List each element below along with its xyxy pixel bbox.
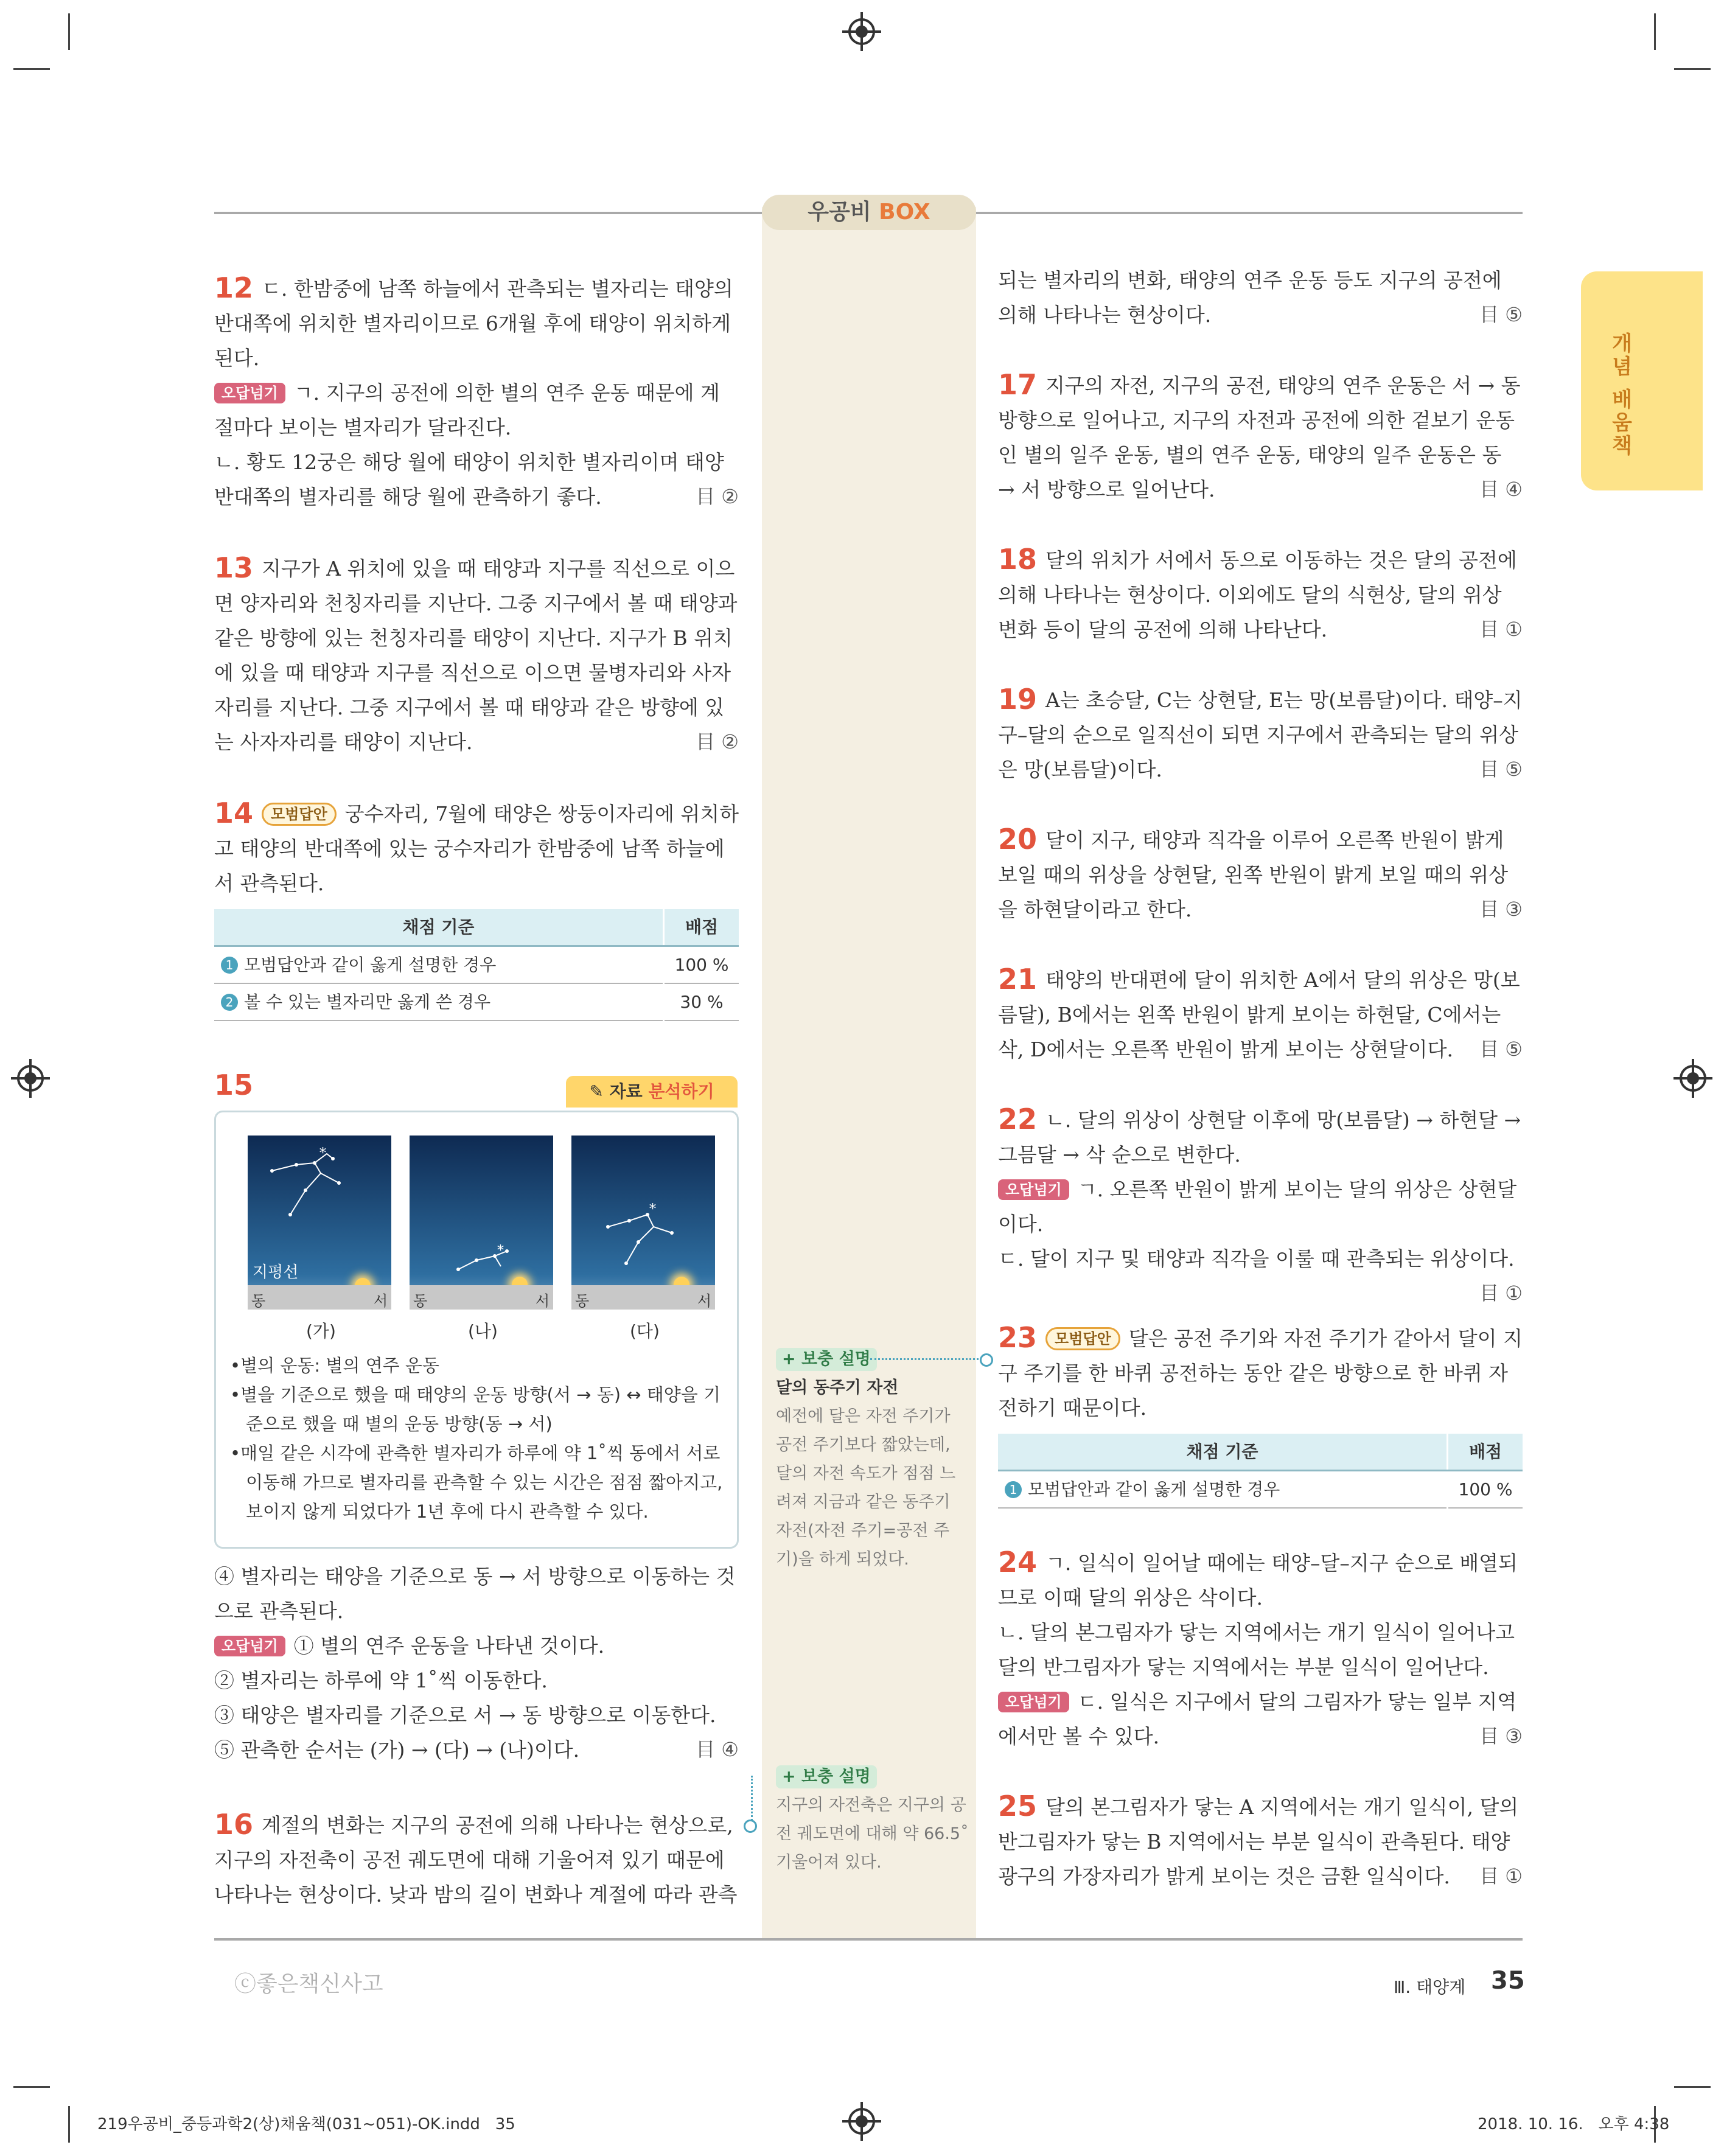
box-column: [762, 207, 976, 1938]
question-21: 21 태양의 반대편에 달이 위치한 A에서 달의 위상은 망(보름달), B에서는 왼쪽 반원이 밝게 보이는 하현달, C에서는 삭, D에서는 오른쪽 반원이 밝게 보이는 상현달이다. 目 ⑤: [998, 962, 1523, 1067]
print-date: 2018. 10. 16. 오후 4:38: [1478, 2115, 1670, 2133]
table-row: 2 볼 수 있는 별자리만 옳게 쓴 경우 30 %: [214, 983, 739, 1020]
right-column: [998, 263, 1523, 1894]
question-23: 23 모범답안 달은 공전 주기와 자전 주기가 같아서 달이 지구 주기를 한 바퀴 공전하는 동안 같은 방향으로 한 바퀴 자전하기 때문이다.: [998, 1321, 1523, 1420]
connector-dot: [980, 1353, 993, 1367]
question-25: 25 달의 본그림자가 닿는 A 지역에서는 개기 일식이, 달의 반그림자가 닿는 B 지역에서는 부분 일식이 관측된다. 태양 광구의 가장자리가 밝게 보이는 것은 금환 일식이다. 目 ①: [998, 1789, 1523, 1894]
constellation-icon: [410, 1136, 553, 1285]
answer-mark: 目 ④: [1479, 478, 1523, 501]
question-12: 12 ㄷ. 한밤중에 남쪽 하늘에서 관측되는 별자리는 태양의 반대쪽에 위치한 별자리이므로 6개월 후에 태양이 위치하게 된다. 오답넘기 ㄱ. 지구의 공전에 의한 별의 연주 운동 때문에 계절마다 보이는 별자리가 달라진다. ㄴ. 황도 12궁은 해당 월에 태양이 위치한 별자리이며 태양 반대쪽의 별자리를 해당 월에 관측하기 좋다. 目 ②: [214, 271, 739, 514]
model-answer-tag: 모범답안: [1045, 1327, 1120, 1350]
answer-mark: 目 ⑤: [1479, 1038, 1523, 1061]
answer-mark: 目 ④: [696, 1738, 739, 1761]
question-15-body: ④ 별자리는 태양을 기준으로 동 → 서 방향으로 이동하는 것으로 관측된다. 오답넘기 ① 별의 연주 운동을 나타낸 것이다. ② 별자리는 하루에 약 1˚씩 이동한다. ③ 태양은 별자리를 기준으로 서 → 동 방향으로 이동한다. ⑤ 관측한 순서는 (가) → (다) → (나)이다. 目 ④: [214, 1559, 739, 1767]
left-column: [214, 271, 739, 1021]
table-row: 1 모범답안과 같이 옳게 설명한 경우 100 %: [998, 1471, 1523, 1509]
crop-mark: [68, 13, 70, 50]
question-14: 14 모범답안 궁수자리, 7월에 태양은 쌍둥이자리에 위치하고 태양의 반대쪽에 있는 궁수자리가 한밤중에 남쪽 하늘에서 관측된다.: [214, 797, 739, 895]
supplement-note-1: + 보충 설명 달의 동주기 자전 예전에 달은 자전 주기가 공전 주기보다 짧았는데, 달의 자전 속도가 점점 느려져 지금과 같은 동주기 자전(자전 주기=공전 주기)을 하게 되었다.: [776, 1345, 969, 1574]
answer-mark: 目 ①: [1479, 1865, 1523, 1888]
crop-mark: [1654, 13, 1656, 50]
question-16-continued: 되는 별자리의 변화, 태양의 연주 운동 등도 지구의 공전에 의해 나타나는 현상이다. 目 ⑤: [998, 263, 1523, 332]
side-tab[interactable]: 개념 배움책: [1581, 271, 1703, 490]
wrong-answer-tag: 오답넘기: [998, 1179, 1069, 1200]
constellation-icon: [571, 1136, 715, 1285]
crop-mark: [1674, 2086, 1711, 2088]
crop-mark: [1674, 68, 1711, 70]
registration-mark: [1680, 1065, 1706, 1092]
ground: 동 서: [571, 1285, 715, 1310]
wrong-answer-tag: 오답넘기: [998, 1692, 1069, 1712]
connector-dot: [744, 1819, 757, 1833]
sky-image-a: [248, 1136, 391, 1310]
table-row: 1 모범답안과 같이 옳게 설명한 경우 100 %: [214, 946, 739, 984]
question-24: 24 ㄱ. 일식이 일어날 때에는 태양–달–지구 순으로 배열되므로 이때 달의 위상은 삭이다. ㄴ. 달의 본그림자가 닿는 지역에서는 개기 일식이 일어나고 달의 반그림자가 닿는 지역에서는 부분 일식이 일어난다. 오답넘기 ㄷ. 일식은 지구에서 달의 그림자가 닿는 일부 지역에서만 볼 수 있다. 目 ③: [998, 1545, 1523, 1754]
chapter-label: Ⅲ. 태양계: [1394, 1977, 1466, 1997]
answer-mark: 目 ③: [1479, 898, 1523, 921]
page-number: 35: [1491, 1967, 1525, 1995]
answer-mark: 目 ③: [1479, 1725, 1523, 1748]
data-analysis-badge: ✎ 자료 분석하기: [566, 1076, 738, 1108]
question-18: 18 달의 위치가 서에서 동으로 이동하는 것은 달의 공전에 의해 나타나는 현상이다. 이외에도 달의 식현상, 달의 위상 변화 등이 달의 공전에 의해 나타난다. 目 ①: [998, 542, 1523, 647]
clip-icon: ✎: [589, 1081, 604, 1101]
grading-table: 채점 기준 배점 1 모범답안과 같이 옳게 설명한 경우 100 % 2 볼 수 있는 별자리만 옳게 쓴 경우 30 %: [214, 909, 739, 1021]
answer-mark: 目 ①: [1479, 1282, 1523, 1305]
registration-mark: [848, 2108, 875, 2135]
wrong-answer-tag: 오답넘기: [214, 383, 285, 403]
sky-image-b: [410, 1136, 553, 1310]
crop-mark: [68, 2106, 70, 2143]
svg-text:*: *: [497, 1243, 504, 1258]
panel-label-b: (나): [468, 1321, 498, 1341]
supplement-note-2: + 보충 설명 지구의 자전축은 지구의 공전 궤도면에 대해 약 66.5˚ 기울어져 있다.: [776, 1762, 969, 1877]
question-15-number: 15: [214, 1069, 254, 1101]
answer-mark: 目 ⑤: [1479, 303, 1523, 326]
ground: 동 서: [248, 1285, 391, 1310]
crop-mark: [13, 68, 50, 70]
registration-mark: [848, 18, 875, 45]
question-number: 12: [214, 271, 254, 304]
bottom-rule: [214, 1938, 1523, 1941]
panel-label-c: (다): [630, 1321, 660, 1341]
registration-mark: [17, 1065, 44, 1092]
copyright: ⓒ좋은책신사고: [234, 1972, 383, 1997]
answer-mark: 目 ②: [696, 485, 739, 508]
question-17: 17 지구의 자전, 지구의 공전, 태양의 연주 운동은 서 → 동 방향으로 일어나고, 지구의 자전과 공전에 의한 겉보기 운동인 별의 일주 운동, 별의 연주 운동, 태양의 일주 운동은 동 → 서 방향으로 일어난다. 目 ④: [998, 368, 1523, 507]
answer-mark: 目 ②: [696, 730, 739, 753]
file-info: 219우공비_중등과학2(상)채움책(031~051)-OK.indd 35: [97, 2115, 515, 2133]
answer-mark: 目 ⑤: [1479, 758, 1523, 781]
svg-text:*: *: [649, 1202, 656, 1217]
svg-text:*: *: [319, 1146, 326, 1161]
sky-image-c: [571, 1136, 715, 1310]
question-20: 20 달이 지구, 태양과 직각을 이루어 오른쪽 반원이 밝게 보일 때의 위상을 상현달, 왼쪽 반원이 밝게 보일 때의 위상을 하현달이라고 한다. 目 ③: [998, 822, 1523, 927]
connector-line: [751, 1776, 753, 1824]
analysis-bullets: •별의 운동: 별의 연주 운동 •별을 기준으로 했을 때 태양의 운동 방향(서 → 동) ↔ 태양을 기준으로 했을 때 별의 운동 방향(동 → 서) •매일 같은 시각에 관측한 별자리가 하루에 약 1˚씩 동에서 서로 이동해 가므로 별자리를 관측할 수 있는 시간은 점점 짧아지고, 보이지 않게 되었다가 1년 후에 다시 관측할 수 있다.: [230, 1355, 723, 1522]
answer-mark: 目 ①: [1479, 618, 1523, 641]
wrong-answer-tag: 오답넘기: [214, 1636, 285, 1656]
grading-table: 채점 기준 배점 1 모범답안과 같이 옳게 설명한 경우 100 %: [998, 1434, 1523, 1509]
question-13: 13 지구가 A 위치에 있을 때 태양과 지구를 직선으로 이으면 양자리와 천칭자리를 지난다. 그중 지구에서 볼 때 태양과 같은 방향에 있는 천칭자리를 태양이 지난다. 지구가 B 위치에 있을 때 태양과 지구를 직선으로 이으면 물병자리와 사자자리를 지난다. 그중 지구에서 볼 때 태양과 같은 방향에 있는 사자자리를 태양이 지난다. 目 ②: [214, 551, 739, 759]
question-19: 19 A는 초승달, C는 상현달, E는 망(보름달)이다. 태양–지구–달의 순으로 일직선이 되면 지구에서 관측되는 달의 위상은 망(보름달)이다. 目 ⑤: [998, 682, 1523, 787]
box-header: 우공비 BOX: [762, 195, 976, 230]
crop-mark: [13, 2086, 50, 2088]
panel-label-a: (가): [306, 1321, 336, 1341]
ground: 동 서: [410, 1285, 553, 1310]
question-16: 16 계절의 변화는 지구의 공전에 의해 나타나는 현상으로, 지구의 자전축이 공전 궤도면에 대해 기울어져 있기 때문에 나타나는 현상이다. 낮과 밤의 길이 변화나 계절에 따라 관측: [214, 1808, 738, 1907]
model-answer-tag: 모범답안: [262, 803, 337, 826]
question-22: 22 ㄴ. 달의 위상이 상현달 이후에 망(보름달) → 하현달 → 그믐달 → 삭 순으로 변한다. 오답넘기 ㄱ. 오른쪽 반원이 밝게 보이는 달의 위상은 상현달이다. ㄷ. 달이 지구 및 태양과 직각을 이룰 때 관측되는 위상이다. 目 ①: [998, 1102, 1523, 1311]
connector-line: [870, 1358, 982, 1360]
horizon-label: 지평선: [253, 1263, 299, 1282]
